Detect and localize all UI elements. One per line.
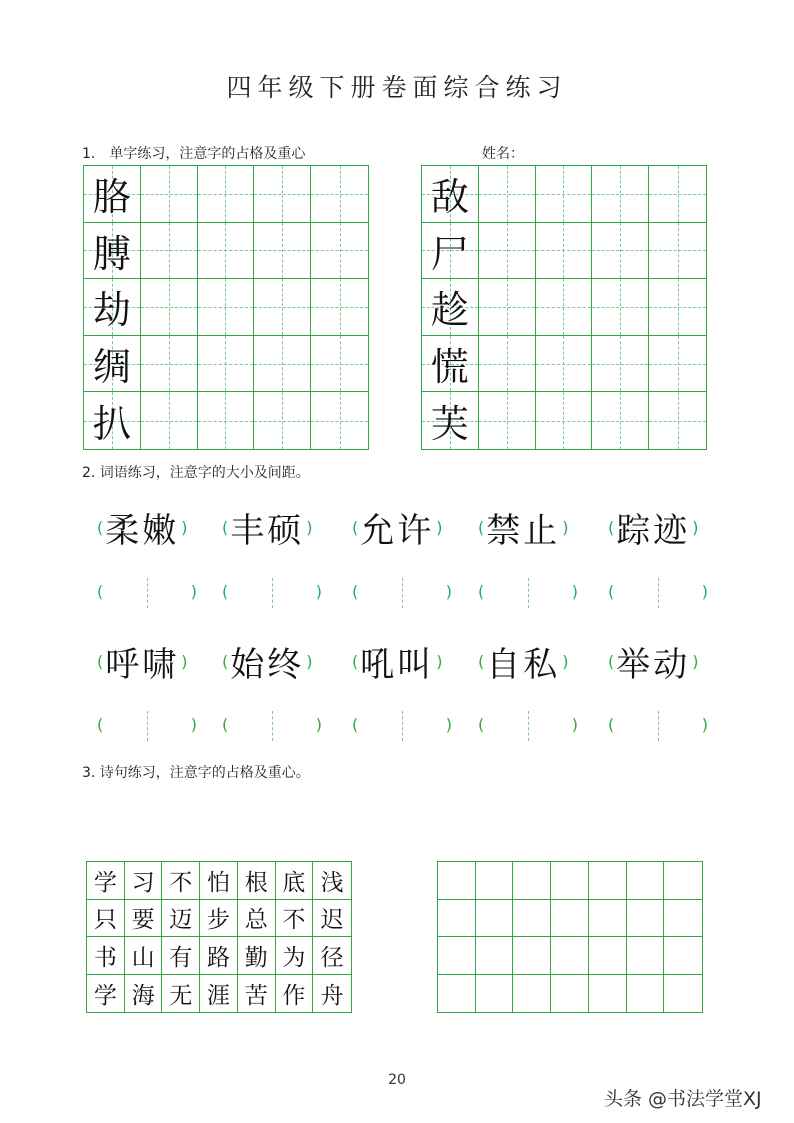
poem-char: 要: [131, 907, 155, 934]
poem-char-cell: [87, 975, 125, 1013]
word-text: 吼叫: [360, 645, 435, 685]
practice-cell: [536, 166, 593, 223]
word-text: 举动: [616, 645, 691, 685]
word-practice-blank: [97, 711, 197, 741]
poem-practice-grid: [437, 861, 703, 1013]
poem-char: 书: [93, 944, 117, 971]
practice-cell: [141, 392, 198, 449]
center-guide: [658, 711, 659, 741]
poem-char: 迈: [169, 907, 193, 934]
char-practice-grid-right: [421, 165, 707, 450]
practice-cell: [536, 223, 593, 280]
close-paren: ): [571, 582, 578, 601]
poem-char-cell: [162, 900, 200, 938]
practice-cell: [311, 392, 368, 449]
practice-cell: [438, 975, 476, 1013]
poem-char: 山: [131, 944, 155, 971]
practice-cell: [649, 166, 706, 223]
poem-char-cell: [276, 862, 314, 900]
practice-cell: [479, 279, 536, 336]
open-paren: (: [97, 715, 104, 734]
center-guide: [147, 711, 148, 741]
poem-char: 习: [131, 869, 155, 896]
word-practice-blank: [352, 578, 452, 608]
practice-cell: [513, 862, 551, 900]
close-paren: ): [701, 582, 708, 601]
section3-heading: 3. 诗句练习，注意字的占格及重心。: [82, 765, 310, 781]
center-guide: [658, 578, 659, 608]
poem-char-cell: [87, 937, 125, 975]
poem-char-cell: [162, 975, 200, 1013]
center-guide: [272, 711, 273, 741]
poem-char: 海: [131, 982, 155, 1009]
word-text: 踪迹: [616, 511, 691, 551]
practice-cell: [476, 862, 514, 900]
close-paren: ): [315, 582, 322, 601]
poem-char: 有: [169, 944, 193, 971]
practice-cell: [592, 336, 649, 393]
practice-cell: [141, 223, 198, 280]
practice-cell: [198, 392, 255, 449]
open-paren: (: [608, 715, 615, 734]
open-paren: (: [478, 582, 485, 601]
open-paren: (: [97, 582, 104, 601]
close-paren: ): [306, 652, 313, 671]
word-text: 禁止: [486, 511, 561, 551]
model-char: 绸: [92, 345, 131, 390]
open-paren: (: [97, 652, 104, 671]
poem-char: 怕: [206, 869, 230, 896]
practice-cell: [254, 279, 311, 336]
poem-char-cell: [200, 937, 238, 975]
model-word: [608, 503, 699, 552]
close-paren: ): [181, 652, 188, 671]
poem-char-cell: [87, 900, 125, 938]
open-paren: (: [352, 652, 359, 671]
practice-cell: [664, 975, 702, 1013]
practice-cell: [198, 223, 255, 280]
close-paren: ): [692, 518, 699, 537]
practice-cell: [476, 937, 514, 975]
name-label: 姓名：: [482, 146, 524, 162]
poem-char-cell: [313, 862, 351, 900]
poem-char: 步: [206, 907, 230, 934]
close-paren: ): [190, 582, 197, 601]
close-paren: ): [436, 518, 443, 537]
model-char-cell: [84, 166, 141, 223]
model-char: 劫: [92, 288, 131, 333]
model-char: 膊: [92, 231, 131, 276]
open-paren: (: [222, 652, 229, 671]
poem-char-cell: [200, 862, 238, 900]
word-text: 自私: [486, 645, 561, 685]
poem-char-cell: [200, 975, 238, 1013]
word-practice-blank: [608, 711, 708, 741]
watermark: 头条 @书法学堂XJ: [604, 1088, 762, 1110]
practice-cell: [254, 336, 311, 393]
practice-cell: [254, 166, 311, 223]
poem-char: 学: [93, 982, 117, 1009]
open-paren: (: [97, 518, 104, 537]
center-guide: [402, 578, 403, 608]
model-char-cell: [84, 336, 141, 393]
center-guide: [402, 711, 403, 741]
poem-char-cell: [125, 862, 163, 900]
practice-cell: [479, 392, 536, 449]
model-char-cell: [422, 166, 479, 223]
practice-cell: [664, 937, 702, 975]
center-guide: [528, 578, 529, 608]
poem-char-cell: [238, 937, 276, 975]
word-text: 始终: [230, 645, 305, 685]
poem-char-cell: [125, 937, 163, 975]
model-char-cell: [422, 223, 479, 280]
practice-cell: [592, 166, 649, 223]
model-word: [222, 503, 313, 552]
word-practice-blank: [222, 578, 322, 608]
poem-char: 径: [320, 944, 344, 971]
practice-cell: [311, 223, 368, 280]
word-practice-blank: [222, 711, 322, 741]
practice-cell: [513, 900, 551, 938]
poem-grid: [86, 861, 352, 1013]
poem-char: 根: [244, 869, 268, 896]
poem-char: 为: [282, 944, 306, 971]
open-paren: (: [222, 715, 229, 734]
word-text: 呼啸: [105, 645, 180, 685]
practice-cell: [438, 900, 476, 938]
poem-char: 浅: [320, 869, 344, 896]
practice-cell: [649, 279, 706, 336]
practice-cell: [536, 279, 593, 336]
close-paren: ): [436, 652, 443, 671]
model-word: [352, 503, 443, 552]
poem-char-cell: [162, 937, 200, 975]
open-paren: (: [608, 582, 615, 601]
close-paren: ): [562, 518, 569, 537]
practice-cell: [479, 336, 536, 393]
practice-cell: [592, 223, 649, 280]
practice-cell: [198, 336, 255, 393]
close-paren: ): [562, 652, 569, 671]
word-practice-blank: [478, 711, 578, 741]
model-word: [608, 637, 699, 686]
close-paren: ): [190, 715, 197, 734]
center-guide: [272, 578, 273, 608]
poem-char-cell: [276, 937, 314, 975]
practice-cell: [627, 900, 665, 938]
poem-char: 不: [169, 869, 193, 896]
practice-cell: [592, 279, 649, 336]
practice-cell: [551, 862, 589, 900]
practice-cell: [589, 862, 627, 900]
practice-cell: [589, 900, 627, 938]
model-char-cell: [422, 336, 479, 393]
practice-cell: [551, 900, 589, 938]
poem-char-cell: [276, 975, 314, 1013]
poem-char: 不: [282, 907, 306, 934]
practice-cell: [551, 975, 589, 1013]
center-guide: [528, 711, 529, 741]
practice-cell: [476, 975, 514, 1013]
open-paren: (: [222, 582, 229, 601]
model-word: [97, 503, 188, 552]
model-char: 扒: [92, 402, 131, 447]
poem-char-cell: [125, 975, 163, 1013]
open-paren: (: [352, 518, 359, 537]
practice-cell: [627, 975, 665, 1013]
open-paren: (: [478, 518, 485, 537]
word-text: 允许: [360, 511, 435, 551]
word-text: 丰硕: [230, 511, 305, 551]
practice-cell: [627, 937, 665, 975]
poem-char: 学: [93, 869, 117, 896]
close-paren: ): [445, 582, 452, 601]
close-paren: ): [306, 518, 313, 537]
poem-char-cell: [162, 862, 200, 900]
word-text: 柔嫩: [105, 511, 180, 551]
model-char: 趁: [430, 288, 469, 333]
model-char: 敌: [430, 175, 469, 220]
practice-cell: [536, 336, 593, 393]
practice-cell: [649, 336, 706, 393]
poem-char: 勤: [244, 944, 268, 971]
model-char-cell: [422, 392, 479, 449]
model-char: 尸: [430, 231, 469, 276]
poem-char: 涯: [206, 982, 230, 1009]
poem-char-cell: [313, 937, 351, 975]
page-title: 四年级下册卷面综合练习: [226, 73, 568, 102]
practice-cell: [198, 166, 255, 223]
model-char-cell: [84, 223, 141, 280]
poem-char-cell: [238, 975, 276, 1013]
practice-cell: [649, 392, 706, 449]
poem-char-cell: [200, 900, 238, 938]
poem-char: 苦: [244, 982, 268, 1009]
word-practice-blank: [97, 578, 197, 608]
practice-cell: [254, 392, 311, 449]
model-char-cell: [422, 279, 479, 336]
model-word: [97, 637, 188, 686]
practice-cell: [311, 279, 368, 336]
poem-char-cell: [276, 900, 314, 938]
practice-cell: [664, 862, 702, 900]
practice-cell: [513, 937, 551, 975]
close-paren: ): [181, 518, 188, 537]
open-paren: (: [352, 715, 359, 734]
poem-char-cell: [238, 900, 276, 938]
open-paren: (: [478, 715, 485, 734]
practice-cell: [589, 937, 627, 975]
practice-cell: [438, 937, 476, 975]
open-paren: (: [608, 652, 615, 671]
word-practice-blank: [352, 711, 452, 741]
close-paren: ): [315, 715, 322, 734]
practice-cell: [649, 223, 706, 280]
practice-cell: [438, 862, 476, 900]
practice-cell: [476, 900, 514, 938]
poem-char-cell: [238, 862, 276, 900]
poem-char-cell: [313, 900, 351, 938]
model-char: 芙: [430, 402, 469, 447]
close-paren: ): [692, 652, 699, 671]
model-word: [478, 637, 569, 686]
practice-cell: [311, 166, 368, 223]
word-practice-blank: [478, 578, 578, 608]
practice-cell: [592, 392, 649, 449]
poem-char: 只: [93, 907, 117, 934]
poem-char-cell: [125, 900, 163, 938]
char-practice-grid-left: [83, 165, 369, 450]
close-paren: ): [571, 715, 578, 734]
open-paren: (: [478, 652, 485, 671]
model-char-cell: [84, 392, 141, 449]
center-guide: [147, 578, 148, 608]
open-paren: (: [222, 518, 229, 537]
section2-heading: 2. 词语练习，注意字的大小及间距。: [82, 465, 310, 481]
poem-char: 舟: [320, 982, 344, 1009]
model-word: [478, 503, 569, 552]
poem-char: 作: [282, 982, 306, 1009]
poem-char-cell: [87, 862, 125, 900]
poem-char-cell: [313, 975, 351, 1013]
model-char-cell: [84, 279, 141, 336]
practice-cell: [141, 336, 198, 393]
practice-cell: [198, 279, 255, 336]
poem-char: 无: [169, 982, 193, 1009]
practice-cell: [254, 223, 311, 280]
practice-cell: [479, 166, 536, 223]
poem-char: 迟: [320, 907, 344, 934]
section1-heading: 1. 单字练习，注意字的占格及重心: [82, 146, 306, 162]
practice-cell: [479, 223, 536, 280]
practice-cell: [627, 862, 665, 900]
close-paren: ): [701, 715, 708, 734]
model-char: 胳: [92, 175, 131, 220]
page-number: 20: [388, 1072, 406, 1088]
practice-cell: [141, 166, 198, 223]
close-paren: ): [445, 715, 452, 734]
practice-cell: [589, 975, 627, 1013]
practice-cell: [551, 937, 589, 975]
model-word: [222, 637, 313, 686]
poem-char: 总: [244, 907, 268, 934]
model-word: [352, 637, 443, 686]
practice-cell: [141, 279, 198, 336]
practice-cell: [664, 900, 702, 938]
practice-cell: [536, 392, 593, 449]
poem-char: 路: [206, 944, 230, 971]
model-char: 慌: [430, 345, 469, 390]
open-paren: (: [608, 518, 615, 537]
poem-char: 底: [282, 869, 306, 896]
practice-cell: [311, 336, 368, 393]
practice-cell: [513, 975, 551, 1013]
open-paren: (: [352, 582, 359, 601]
word-practice-blank: [608, 578, 708, 608]
